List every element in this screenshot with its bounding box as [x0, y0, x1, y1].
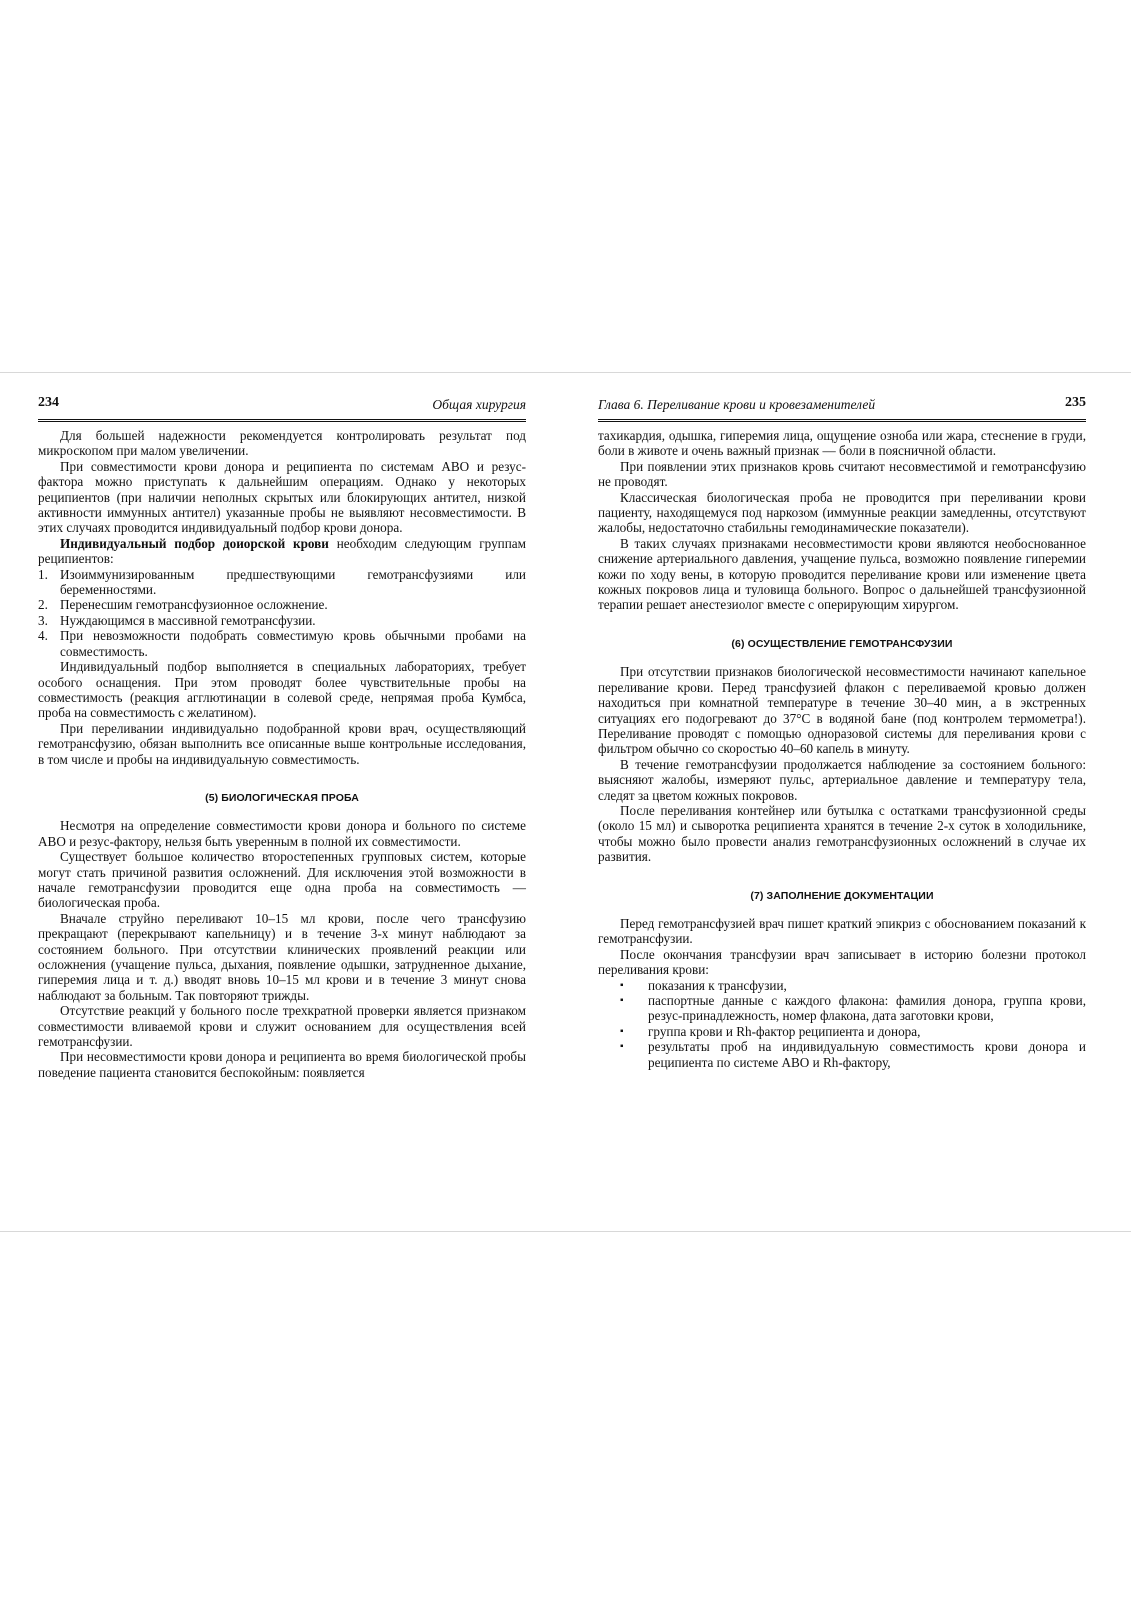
bullet-icon: ▪: [620, 1041, 624, 1053]
paragraph: Вначале струйно переливают 10–15 мл крови, после чего трансфузию прекращают (перекрывают капельницу) и в течение 3-х минут наблюдают за состоянием больного. При отсутствии клинических проявлений реакции или осложнения (учащение пульса, дыхания, появление одышки, затрудненное дыхание, гиперемия лица и т. д.) вводят вновь 10–15 мл крови и в течение 3 минут снова наблюдают за больным. Так повторяют трижды.: [38, 910, 526, 1003]
left-body-text: [38, 428, 526, 1080]
left-page: [38, 373, 526, 1080]
paragraph: После окончания трансфузии врач записывает в историю болезни протокол переливания крови:: [598, 946, 1086, 978]
list-item: [598, 993, 1086, 1024]
bullet-icon: ▪: [620, 1025, 624, 1037]
section-heading: (7) ЗАПОЛНЕНИЕ ДОКУМЕНТАЦИИ: [750, 889, 934, 902]
list-number: 2.: [38, 597, 48, 613]
paragraph: В течение гемотрансфузии продолжается наблюдение за состоянием больного: выясняют жалобы, измеряют пульс, артериальное давление и температуру тела, следят за цветом кожных покровов.: [598, 756, 1086, 803]
list-text: группа крови и Rh-фактор реципиента и донора,: [648, 1023, 921, 1039]
list-text: результаты проб на индивидуальную совместимость крови донора и реципиента по системе АВО и Rh-фактору,: [648, 1039, 1086, 1070]
paragraph-rest: необходим следующим группам реципиентов:: [38, 535, 526, 567]
list-text: При невозможности подобрать совместимую кровь обычными пробами на совместимость.: [60, 628, 526, 659]
list-item: [38, 628, 526, 659]
list-item: [38, 597, 526, 612]
paragraph: Классическая биологическая проба не проводится при переливании крови пациенту, находящемуся под наркозом (иммунные реакции замедленны, отсутствуют жалобы, недостаточно стабильны гемодинамические показатели).: [598, 489, 1086, 536]
numbered-list: [38, 567, 526, 659]
bullet-icon: ▪: [620, 995, 624, 1006]
running-title: Глава 6. Переливание крови и кровезаменителей: [598, 397, 876, 412]
section-heading: (6) ОСУЩЕСТВЛЕНИЕ ГЕМОТРАНСФУЗИИ: [731, 637, 953, 650]
list-text: паспортные данные с каждого флакона: фамилия донора, группа крови, резус-принадлежность, номер флакона, дата заготовки крови,: [648, 993, 1086, 1024]
right-body-text: [598, 428, 1086, 1070]
list-item: [38, 567, 526, 598]
list-item: [598, 1024, 1086, 1039]
list-item: [38, 613, 526, 628]
list-item: [598, 978, 1086, 993]
paragraph: При переливании индивидуально подобранной крови врач, осуществляющий гемотрансфузию, обязан выполнить все описанные выше контрольные исследования, в том числе и пробы на индивидуальную совместимость.: [38, 720, 526, 767]
paragraph: Несмотря на определение совместимости крови донора и больного по системе АВО и резус-фактору, нельзя быть уверенным в полной их совместимости.: [38, 818, 526, 849]
list-text: Нуждающимся в массивной гемотрансфузии.: [60, 612, 316, 628]
section-heading: (5) БИОЛОГИЧЕСКАЯ ПРОБА: [205, 791, 359, 804]
book-spread: [0, 372, 1131, 1232]
bullet-list: [598, 978, 1086, 1070]
list-text: Изоиммунизированным предшествующими гемотрансфузиями или беременностями.: [60, 566, 526, 598]
running-title: Общая хирургия: [432, 397, 526, 412]
paragraph: [38, 536, 526, 567]
page-number: 235: [1065, 395, 1086, 410]
list-text: Перенесшим гемотрансфузионное осложнение.: [60, 597, 328, 613]
paragraph: Отсутствие реакций у больного после трехкратной проверки является признаком совместимости вливаемой крови и служит основанием для осуществления всей гемотрансфузии.: [38, 1003, 526, 1050]
list-text: показания к трансфузии,: [648, 977, 787, 993]
list-number: 4.: [38, 628, 48, 644]
bullet-icon: ▪: [620, 979, 624, 991]
running-header: [38, 395, 526, 422]
paragraph: При отсутствии признаков биологической несовместимости начинают капельное переливание крови. Перед трансфузией флакон с переливаемой кровью должен находиться при комнатной температуре в течение 30–40 мин, а в экстренных ситуациях его подогревают до 37°С в водяной бане (под контролем термометра!). Переливание проводят с помощью одноразовой системы для переливания крови с фильтром обычно со скоростью 40–60 капель в минуту.: [598, 664, 1086, 757]
paragraph: При появлении этих признаков кровь считают несовместимой и гемотрансфузию не проводят.: [598, 458, 1086, 490]
list-number: 1.: [38, 566, 48, 582]
paragraph: При совместимости крови донора и реципиента по системам АВО и резус-фактора можно приступать к дальнейшим операциям. Однако у некоторых реципиентов (при наличии неполных скрытых или блокирующих антител, низкой активности иммунных антител) указанные пробы не выявляют несовместимости. В этих случаях проводится индивидуальный подбор крови донора.: [38, 458, 526, 536]
page-number: 234: [38, 395, 59, 410]
running-header: [598, 395, 1086, 422]
paragraph: В таких случаях признаками несовместимости крови являются необоснованное снижение артериального давления, учащение пульса, возможно появление гиперемии кожи по ходу вены, в которую проводится переливание крови или изменение цвета кожных покровов лица и туловища больного. Вопрос о дальнейшей трансфузионной терапии решает анестезиолог вместе с оперирующим хирургом.: [598, 535, 1086, 613]
paragraph: тахикардия, одышка, гиперемия лица, ощущение озноба или жара, стеснение в груди, боли в животе и очень важный признак — боли в поясничной области.: [598, 428, 1086, 459]
paragraph: Существует большое количество второстепенных групповых систем, которые могут стать причиной развития осложнений. Для исключения этой возможности в начале гемотрансфузии проводится еще одна проба на совместимость — биологическая проба.: [38, 849, 526, 911]
paragraph: Для большей надежности рекомендуется контролировать результат под микроскопом при малом увеличении.: [38, 428, 526, 459]
right-page: [598, 373, 1086, 1070]
paragraph: Перед гемотрансфузией врач пишет краткий эпикриз с обоснованием показаний к гемотрансфузии.: [598, 915, 1086, 947]
bold-term: Индивидуальный подбор доиорской крови: [60, 535, 329, 551]
paragraph: При несовместимости крови донора и реципиента во время биологической пробы поведение пациента становится беспокойным: появляется: [38, 1049, 526, 1080]
paragraph: Индивидуальный подбор выполняется в специальных лабораториях, требует особого оснащения. При этом проводят более чувствительные пробы на совместимость (реакция агглютинации в солевой среде, непрямая проба Кумбса, проба на совместимость с желатином).: [38, 659, 526, 721]
paragraph: После переливания контейнер или бутылка с остатками трансфузионной среды (около 15 мл) и сыворотка реципиента хранятся в течение 2-х суток в холодильнике, чтобы можно было провести анализ гемотрансфузионных осложнений в случае их развития.: [598, 802, 1086, 865]
list-item: [598, 1039, 1086, 1070]
list-number: 3.: [38, 612, 48, 628]
